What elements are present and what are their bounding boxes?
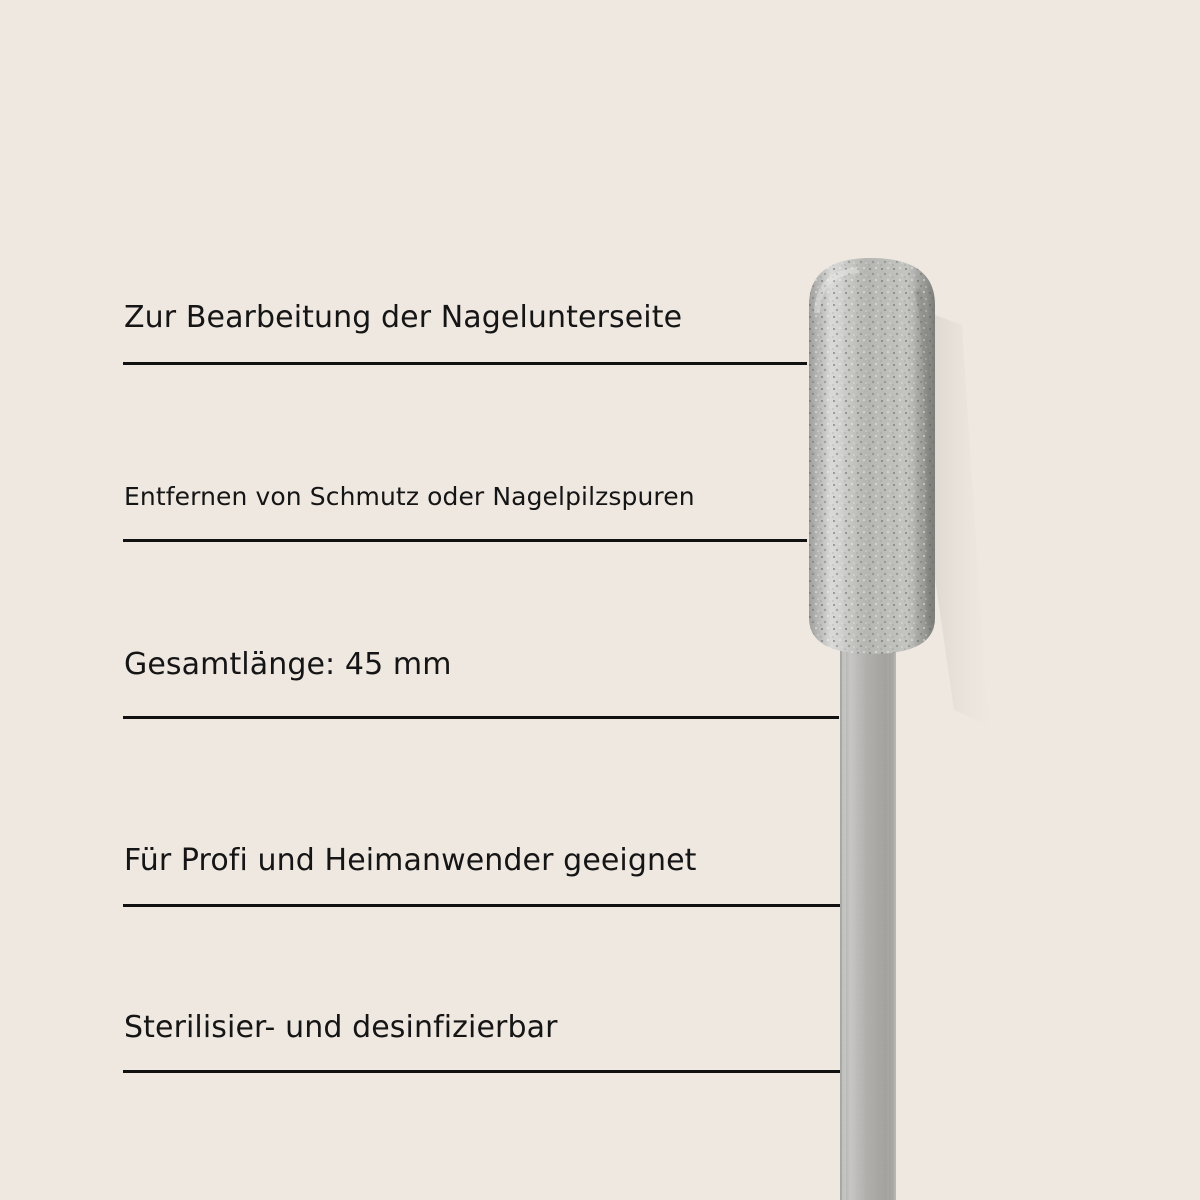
drill-bit-icon xyxy=(760,230,1060,1200)
feature-sterilizable-text: Sterilisier- und desinfizierbar xyxy=(124,1010,558,1045)
feature-total-length-text: Gesamtlänge: 45 mm xyxy=(124,647,452,682)
feature-remove-dirt-divider xyxy=(123,539,807,542)
feature-user-suitability-divider xyxy=(123,904,840,907)
feature-under-nail-text: Zur Bearbeitung der Nagelunterseite xyxy=(124,300,683,335)
diamond-drill-bit xyxy=(760,230,1060,1200)
feature-sterilizable-divider xyxy=(123,1070,840,1073)
feature-total-length-divider xyxy=(123,716,839,719)
feature-remove-dirt-text: Entfernen von Schmutz oder Nagelpilzspuren xyxy=(124,482,695,511)
feature-user-suitability-text: Für Profi und Heimanwender geeignet xyxy=(124,843,697,878)
feature-under-nail-divider xyxy=(123,362,807,365)
